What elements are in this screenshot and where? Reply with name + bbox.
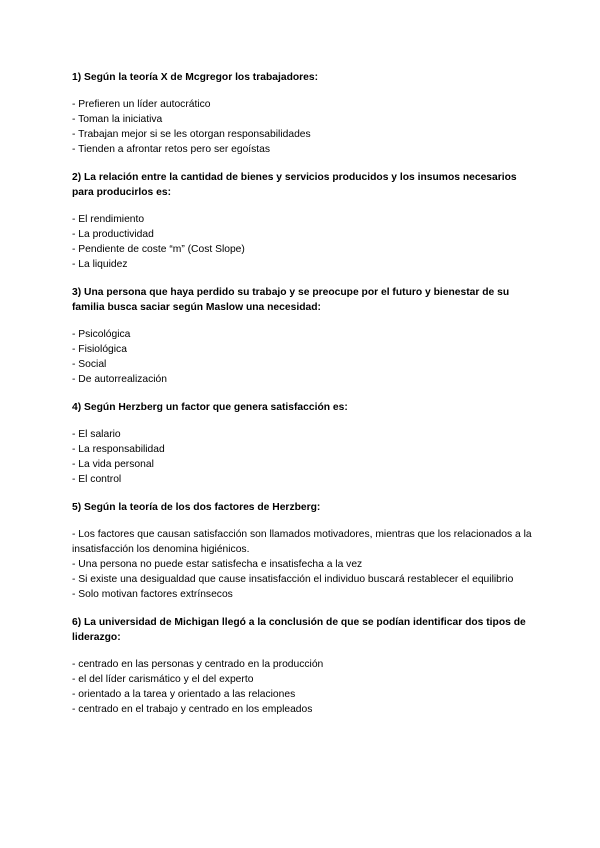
question-title: 6) La universidad de Michigan llegó a la conclusión de que se podían identificar dos tipos de liderazgo: [72,617,526,643]
answer-option: - centrado en las personas y centrado en la producción [72,659,324,670]
answer-option: - Pendiente de coste “m” (Cost Slope) [72,244,245,255]
answer-option: - Solo motivan factores extrínsecos [72,589,233,600]
answer-option: - Tienden a afrontar retos pero ser egoístas [72,144,271,155]
answer-options [72,97,540,157]
answer-option: - Toman la iniciativa [72,114,163,125]
answer-option: - Fisiológica [72,344,127,355]
answer-option: - Si existe una desigualdad que cause insatisfacción el individuo buscará restablecer el equilibrio [72,574,514,585]
question-title: 5) Según la teoría de los dos factores de Herzberg: [72,502,321,513]
answer-option: - Trabajan mejor si se les otorgan responsabilidades [72,129,311,140]
answer-option: - Social [72,359,107,370]
answer-option: - La responsabilidad [72,444,165,455]
question-1 [72,70,540,157]
answer-options [72,327,540,387]
question-title: 4) Según Herzberg un factor que genera satisfacción es: [72,402,348,413]
answer-option: - La vida personal [72,459,154,470]
answer-option: - Prefieren un líder autocrático [72,99,211,110]
answer-option: - Los factores que causan satisfacción son llamados motivadores, mientras que los relacionados a la insatisfacción los denomina higiénicos. [72,529,532,555]
answer-option: - El control [72,474,122,485]
answer-option: - La productividad [72,229,154,240]
question-title: 3) Una persona que haya perdido su trabajo y se preocupe por el futuro y bienestar de su familia busca saciar según Maslow una necesidad: [72,287,510,313]
answer-option: - El salario [72,429,121,440]
answer-option: - centrado en el trabajo y centrado en los empleados [72,704,313,715]
answer-options [72,427,540,487]
answer-option: - orientado a la tarea y orientado a las relaciones [72,689,296,700]
answer-options [72,212,540,272]
question-3 [72,285,540,387]
answer-option: - La liquidez [72,259,128,270]
question-title: 2) La relación entre la cantidad de bienes y servicios producidos y los insumos necesarios para producirlos es: [72,172,517,198]
answer-options [72,527,540,602]
question-6 [72,615,540,717]
answer-option: - El rendimiento [72,214,145,225]
question-4 [72,400,540,487]
answer-option: - el del líder carismático y el del experto [72,674,254,685]
question-title: 1) Según la teoría X de Mcgregor los trabajadores: [72,72,319,83]
answer-option: - Psicológica [72,329,131,340]
answer-options [72,657,540,717]
answer-option: - De autorrealización [72,374,168,385]
answer-option: - Una persona no puede estar satisfecha e insatisfecha a la vez [72,559,363,570]
question-5 [72,500,540,602]
question-2 [72,170,540,272]
